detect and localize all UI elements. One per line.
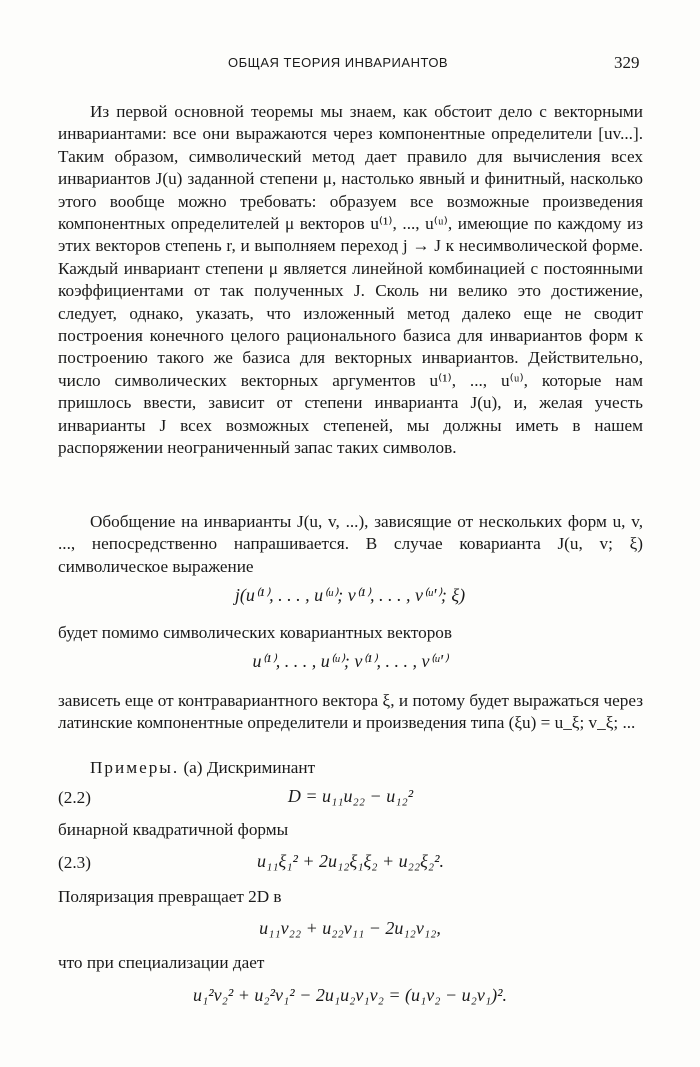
text-line-covariant-vectors: будет помимо символических ковариантных векторов [58, 623, 453, 642]
display-formula-4: u₁²v₂² + u₂²v₁² − 2u₁u₂v₁v₂ = (u₁v₂ − u₂v₁)². [192, 985, 508, 1005]
examples-line [58, 757, 643, 779]
page-header [0, 53, 700, 77]
equation-2-3 [58, 851, 643, 877]
paragraph-2 [58, 511, 643, 578]
equation-number: (2.2) [58, 788, 91, 807]
examples-text: (a) Дискриминант [183, 758, 316, 777]
paragraph-3 [58, 690, 643, 735]
text-line-binary: бинарной квадратичной формы [58, 820, 289, 839]
equation-formula: D = u₁₁u₂₂ − u₁₂² [287, 786, 414, 806]
paragraph-2-text: Обобщение на инварианты J(u, v, ...), зависящие от нескольких форм u, v, ..., непосредственно напрашивается. В случае ковариантa J(u, v; ξ) символическое выражение [58, 512, 643, 576]
paragraph-1-text: Из первой основной теоремы мы знаем, как обстоит дело с векторными инвариантами: все они выражаются через компонентные определители [uv...]. Таким образом, символический метод дает правило для вычисления всех инвариантов J(u) заданной степени μ, настолько явный и финитный, насколько этого вообще можно требовать: образуем все возможные произведения компонентных определителей μ векторов u⁽¹⁾, ..., u⁽ᵘ⁾, имеющие по каждому из этих векторов степень r, и выполняем переход j → J к несимволической форме. Каждый инвариант степени μ является линейной комбинацией с постоянными коэффициентами от так полученных J. Сколь ни велико это достижение, следует, однако, указать, что изложенный метод далеко еще не сводит построения конечного целого рационального базиса для инвариантов форм к построению такого же базиса для векторных инвариантов. Действительно, число символических векторных аргументов u⁽¹⁾, ..., u⁽ᵘ⁾, которые нам пришлось ввести, зависит от степени инварианта J(u), и, желая учесть инварианты J всех возможных степеней, мы должны иметь в нашем распоряжении неограниченный запас таких символов. [58, 102, 643, 458]
display-formula-3: u₁₁v₂₂ + u₂₂v₁₁ − 2u₁₂v₁₂, [259, 918, 441, 938]
equation-2-2 [58, 786, 643, 812]
equation-formula: u₁₁ξ₁² + 2u₁₂ξ₁ξ₂ + u₂₂ξ₂². [257, 851, 444, 871]
display-formula-1: j(u⁽¹⁾, . . . , u⁽ᵘ⁾; v⁽¹⁾, . . . , v⁽ᵘ'⁾; ξ) [234, 585, 466, 605]
paragraph-3-text: зависеть еще от контравариантного вектора ξ, и потому будет выражаться через латинские компонентные определители и произведения типа (ξu) = u_ξ; v_ξ; ... [58, 691, 643, 733]
examples-label: Примеры. [90, 758, 180, 777]
display-formula-2: u⁽¹⁾, . . . , u⁽ᵘ⁾; v⁽¹⁾, . . . , v⁽ᵘ'⁾ [252, 651, 448, 671]
running-title: ОБЩАЯ ТЕОРИЯ ИНВАРИАНТОВ [228, 55, 449, 70]
equation-number: (2.3) [58, 853, 91, 872]
page-number: 329 [614, 53, 640, 72]
paragraph-1 [58, 101, 643, 460]
text-line-polarization: Поляризация превращает 2D в [58, 887, 282, 906]
text-line-specialization: что при специализации дает [58, 953, 265, 972]
